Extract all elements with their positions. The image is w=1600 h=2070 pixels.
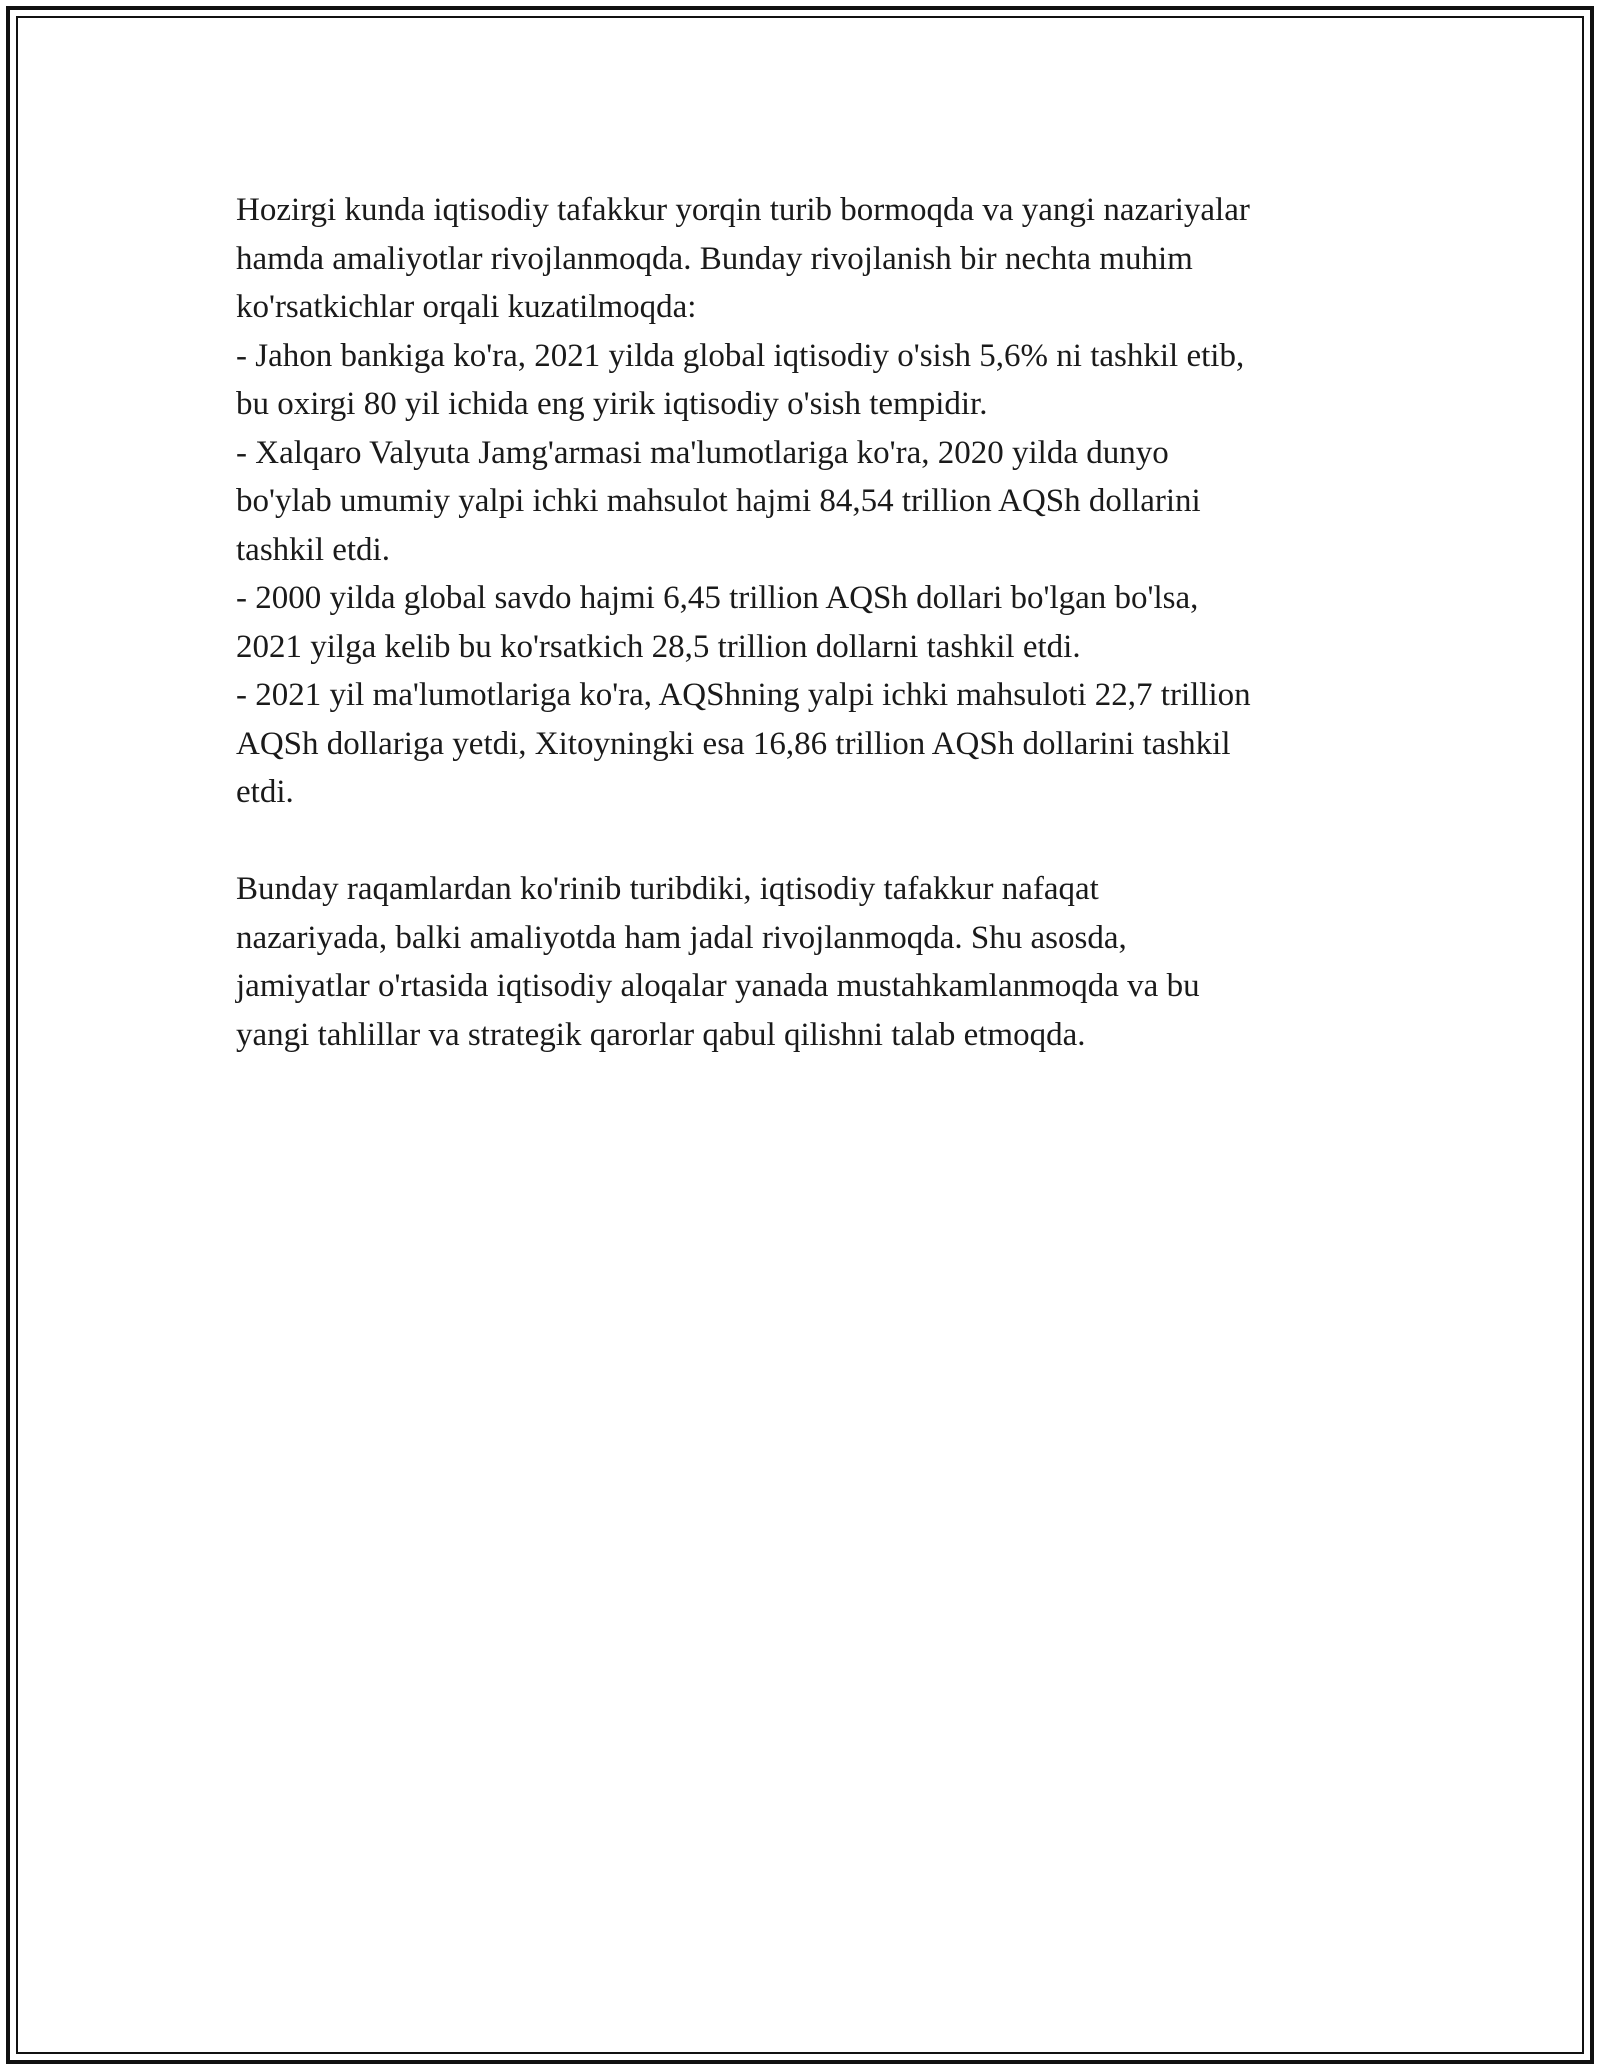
paragraph-line: hamda amaliyotlar rivojlanmoqda. Bunday rivojlanish bir nechta muhim [236, 240, 1193, 277]
list-item-line: - 2000 yilda global savdo hajmi 6,45 trillion AQSh dollari bo'lgan bo'lsa, [236, 580, 1199, 616]
list-item-line: bu oxirgi 80 yil ichida eng yirik iqtisodiy o'sish tempidir. [236, 386, 988, 422]
paragraph-conclusion [236, 865, 1376, 1059]
list-item-line: AQSh dollariga yetdi, Xitoyningki esa 16,86 trillion AQSh dollarini tashkil [236, 725, 1231, 762]
list-item-line: bo'ylab umumiy yalpi ichki mahsulot hajmi 84,54 trillion AQSh dollarini [236, 483, 1201, 519]
list-item-line: tashkil etdi. [236, 531, 390, 568]
list-item-line: - 2021 yil ma'lumotlariga ko'ra, AQShning yalpi ichki mahsuloti 22,7 trillion [236, 677, 1251, 713]
paragraph-line: Bunday raqamlardan ko'rinib turibdiki, iqtisodiy tafakkur nafaqat [236, 871, 1099, 907]
paragraph-line: yangi tahlillar va strategik qarorlar qabul qilishni talab etmoqda. [236, 1016, 1086, 1053]
paragraph-line: jamiyatlar o'rtasida iqtisodiy aloqalar yanada mustahkamlanmoqda va bu [236, 968, 1200, 1004]
document-body [236, 186, 1376, 1059]
list-item-line: etdi. [236, 774, 294, 810]
paragraph-line: nazariyada, balki amaliyotda ham jadal rivojlanmoqda. Shu asosda, [236, 919, 1127, 956]
list-item-line: 2021 yilga kelib bu ko'rsatkich 28,5 trillion dollarni tashkil etdi. [236, 628, 1081, 665]
list-item-line: - Jahon bankiga ko'ra, 2021 yilda global iqtisodiy o'sish 5,6% ni tashkil etib, [236, 337, 1245, 374]
paragraph-spacer [236, 817, 1376, 866]
list-item-line: - Xalqaro Valyuta Jamg'armasi ma'lumotlariga ko'ra, 2020 yilda dunyo [236, 434, 1169, 471]
paragraph-intro [236, 186, 1376, 817]
paragraph-line: Hozirgi kunda iqtisodiy tafakkur yorqin turib bormoqda va yangi nazariyalar [236, 192, 1250, 228]
paragraph-line: ko'rsatkichlar orqali kuzatilmoqda: [236, 289, 697, 325]
